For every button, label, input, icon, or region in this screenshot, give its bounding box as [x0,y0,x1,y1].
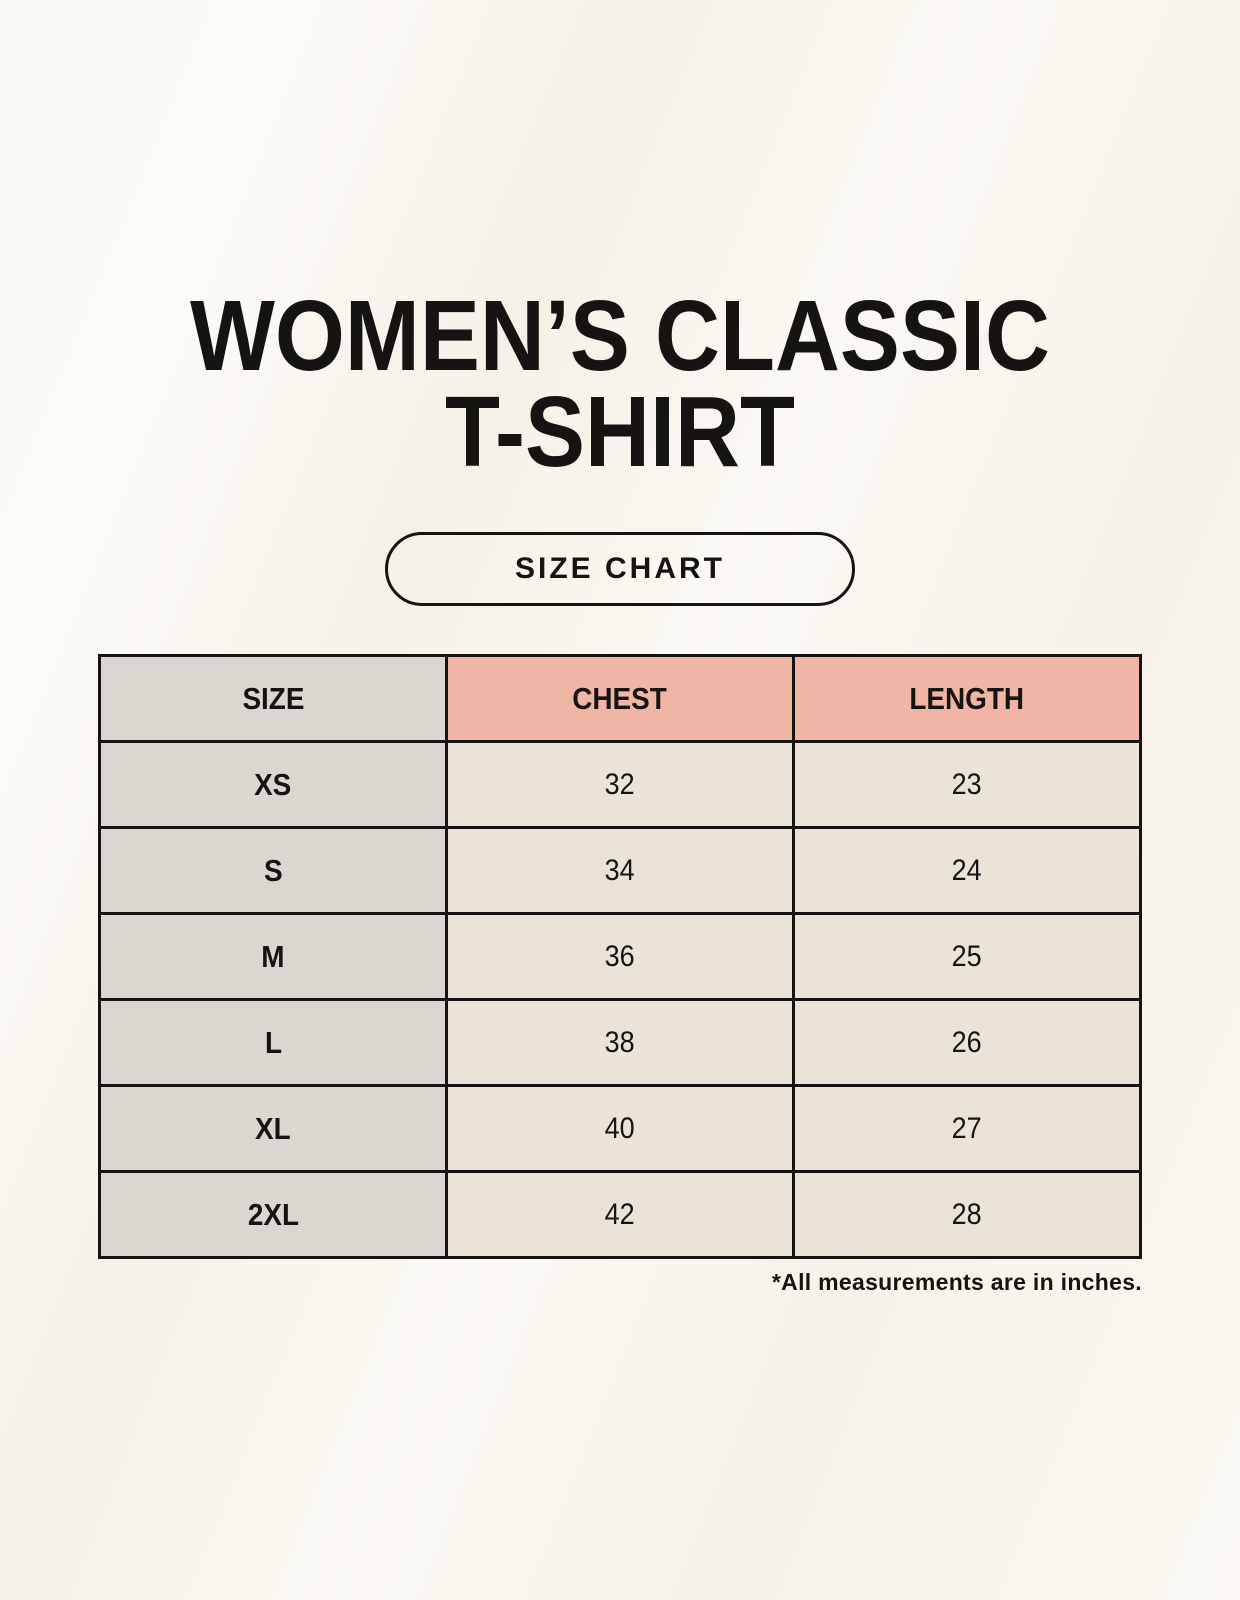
size-chart-badge-label: SIZE CHART [515,552,725,585]
title-line-1: WOMEN’S CLASSIC [189,280,1051,392]
cell-text: 27 [951,1111,983,1145]
cell-text: 38 [604,1025,636,1059]
chest-cell-s [447,828,794,914]
length-cell-m [794,914,1141,1000]
cell-text: 42 [604,1197,636,1231]
length-cell-xs [794,742,1141,828]
cell-text: 34 [604,853,636,887]
cell-text: M [261,938,285,974]
size-cell-xl [100,1086,447,1172]
chest-cell-2xl [447,1172,794,1258]
header-row [100,656,1141,742]
chest-cell-l [447,1000,794,1086]
size-cell-xs [100,742,447,828]
table-row-xs [100,742,1141,828]
cell-text: 40 [604,1111,636,1145]
chest-cell-xl [447,1086,794,1172]
chest-cell-xs [447,742,794,828]
length-cell-xl [794,1086,1141,1172]
cell-text: 28 [951,1197,983,1231]
cell-text: XS [254,766,292,802]
cell-text: XL [255,1110,291,1146]
length-cell-s [794,828,1141,914]
cell-text: 24 [951,853,983,887]
size-chart-table [98,654,1142,1259]
cell-text: 2XL [247,1196,299,1232]
table-row-xl [100,1086,1141,1172]
size-cell-l [100,1000,447,1086]
column-header-length [794,656,1141,742]
length-cell-l [794,1000,1141,1086]
cell-text: 23 [951,767,983,801]
table-row-s [100,828,1141,914]
cell-text: 26 [951,1025,983,1059]
size-chart-badge [385,532,855,606]
column-header-chest-label: CHEST [572,680,668,716]
column-header-length-label: LENGTH [909,680,1025,716]
cell-text: 25 [951,939,983,973]
size-chart-table-container [98,654,1142,1259]
column-header-chest [447,656,794,742]
chest-cell-m [447,914,794,1000]
size-cell-s [100,828,447,914]
cell-text: 32 [604,767,636,801]
column-header-size-label: SIZE [241,680,305,716]
cell-text: S [263,852,283,888]
table-row-l [100,1000,1141,1086]
length-cell-2xl [794,1172,1141,1258]
table-row-2xl [100,1172,1141,1258]
table-row-m [100,914,1141,1000]
size-cell-m [100,914,447,1000]
badge-row [0,532,1240,606]
measurements-footnote: *All measurements are in inches. [771,1269,1142,1295]
page-title [62,0,1178,488]
column-header-size [100,656,447,742]
size-cell-2xl [100,1172,447,1258]
cell-text: L [264,1024,282,1060]
title-line-2: T-SHIRT [445,376,795,488]
cell-text: 36 [604,939,636,973]
